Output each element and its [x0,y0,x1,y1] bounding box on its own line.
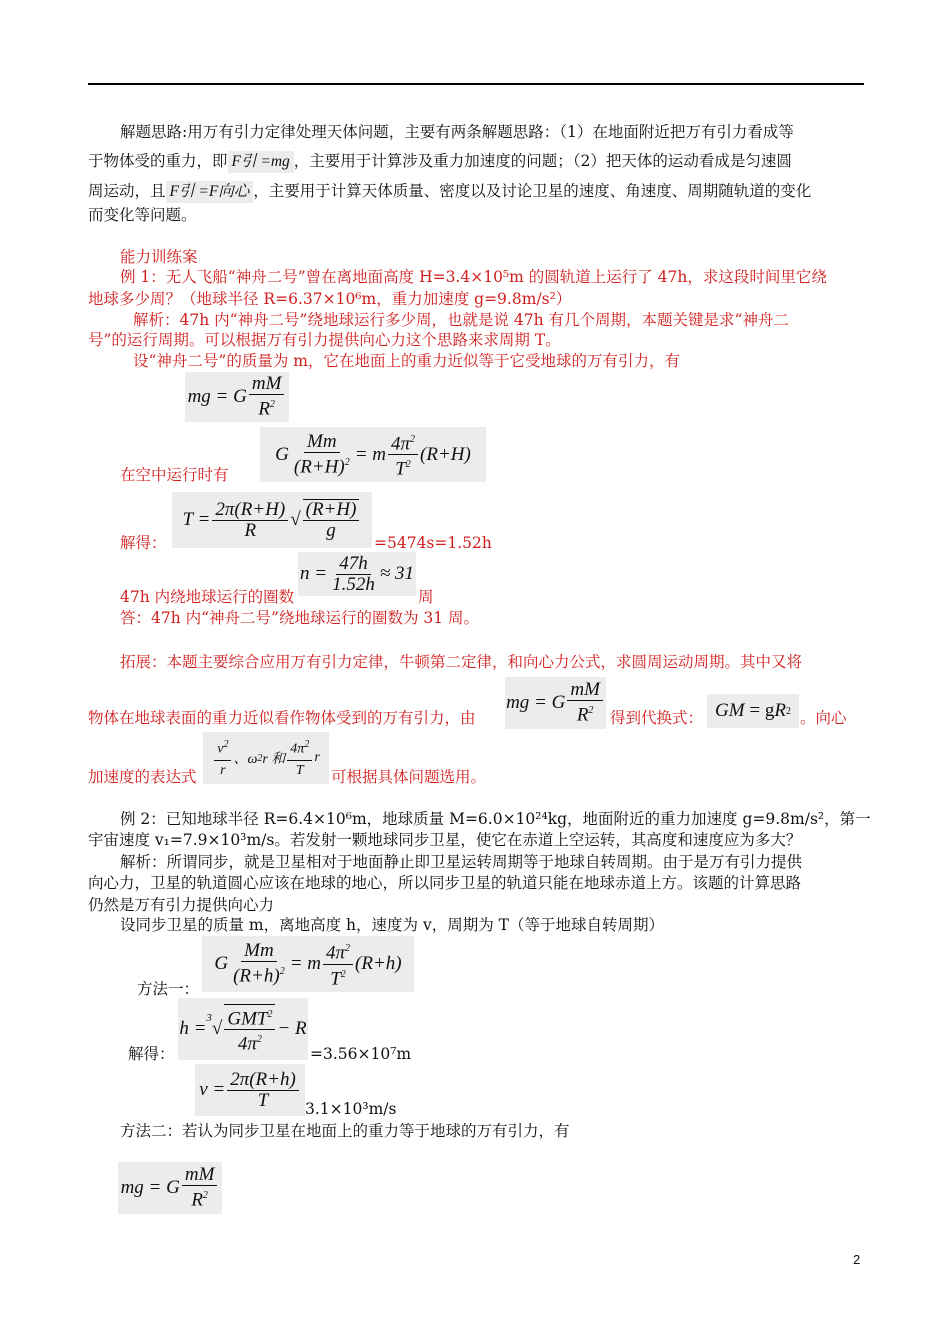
formula-velocity-v: v = $\frac{2\pi(R+h)}{T}$ [195,1064,305,1116]
ex2-analysis-line-4: 设同步卫星的质量 m，离地高度 h，速度为 v，周期为 T（等于地球自转周期） [120,916,664,934]
ex2-result-velocity: 3.1×10³m/s [305,1100,397,1118]
formula-period-t: T = $\frac{2\pi(R+H)}{R}$ √ $\frac{(R+H)}{g}$ [172,492,372,548]
ex2-method-1: 方法一： [137,980,200,998]
ex2-method-2: 方法二：若认为同步卫星在地面上的重力等于地球的万有引力，有 [120,1122,570,1140]
ex1-extension-line-3b: 可根据具体问题选用。 [331,768,487,786]
formula-centripetal-accel-options: $\frac{v^2}{r}$ 、ω 2 r 和 $\frac{4\pi^2}{T}$ r [203,732,329,784]
formula-laps-n: n = $\frac{47h}{1.52h}$ ≈ 31 [299,552,414,595]
ex1-analysis-line-2: 号”的运行周期。可以根据万有引力提供向心力这个思路来求周期 T。 [88,331,561,349]
intro-line-3a: 周运动，且 [88,182,166,200]
ex1-laps-unit: 周 [418,588,434,606]
ex1-extension-line-2a: 物体在地球表面的重力近似看作物体受到的万有引力，由 [88,709,476,727]
ex2-analysis-line-3: 仍然是万有引力提供向心力 [88,896,275,914]
ex2-result-height: =3.56×10⁷m [310,1045,412,1063]
ex2-question-line-2: 宇宙速度 v₁=7.9×10³m/s。若发射一颗地球同步卫星，使它在赤道上空运转，其高度和速度应为多大？ [88,831,802,849]
intro-line-1: 解题思路:用万有引力定律处理天体问题，主要有两条解题思路：（1）在地面附近把万有引力看成等 [120,123,794,141]
ex2-solve-label: 解得： [128,1045,175,1063]
ex1-in-space-label: 在空中运行时有 [120,466,229,484]
formula-gm-equals-gr2: GM = g R 2 [707,694,799,728]
intro-line-2 [88,150,792,173]
ex1-extension-line-2b: 得到代换式： [610,709,704,727]
formula-f-gravity-mg: F引 =mg [228,151,294,173]
ex1-extension-line-2c: 。向心 [800,709,847,727]
ex2-analysis-line-1: 解析：所谓同步，就是卫星相对于地面静止即卫星运转周期等于地球自转周期。由于是万有引力提供 [120,853,803,871]
formula-f-gravity-centripetal: F引 =F向心 [166,181,254,203]
ex1-solve-label: 解得： [120,534,167,552]
ex1-analysis-line-1: 解析：47h 内“神舟二号”绕地球运行多少周，也就是说 47h 有几个周期，本题关键是求“神舟二 [133,311,789,329]
intro-line-2a: 于物体受的重力，即 [88,152,228,170]
ex1-extension-line-1: 拓展：本题主要综合应用万有引力定律，牛顿第二定律，和向心力公式，求圆周运动周期。其中又将 [120,653,803,671]
formula-mg-equals-gmm-inline: mg = G $\frac{mM}{R^2}$ [505,677,606,729]
intro-line-3 [88,180,811,203]
ex1-result-period: =5474s=1.52h [374,534,492,552]
formula-height-h: h = 3 √ $\frac{GMT^2}{4\pi^2}$ − R [178,998,308,1060]
ex2-analysis-line-2: 向心力，卫星的轨道圆心应该在地球的地心，所以同步卫星的轨道只能在地球赤道上方。该题的计算思路 [88,874,802,892]
ex2-question-line-1: 例 2：已知地球半径 R=6.4×10⁶m，地球质量 M=6.0×10²⁴kg，地面附近的重力加速度 g=9.8m/s²，第一 [120,810,871,828]
formula-sync-force-balance: G $\frac{Mm}{(R+h)^2}$ = m $\frac{4\pi^2}{T^2}$ (R+h) [202,936,414,992]
intro-line-2b: ，主要用于计算涉及重力加速度的问题；（2）把天体的运动看成是匀速圆 [293,152,792,170]
ex1-answer: 答：47h 内“神舟二号”绕地球运行的圈数为 31 周。 [120,609,480,627]
ex1-question-line-1: 例 1：无人飞船“神舟二号”曾在离地面高度 H=3.4×10⁵m 的圆轨道上运行了 47h，求这段时间里它绕 [120,268,827,286]
ex1-extension-line-3a: 加速度的表达式 [88,768,197,786]
page-number: 2 [853,1252,861,1267]
formula-mg-equals-gmm: mg = G $\frac{mM}{R^2}$ [185,372,289,422]
ex1-laps-label: 47h 内绕地球运行的圈数 [120,588,295,606]
formula-orbit-force-balance: G $\frac{Mm}{(R+H)^2}$ = m $\frac{4\pi^2}{T^2}$ (R+H) [260,427,486,482]
header-rule [88,83,864,85]
intro-line-4: 而变化等问题。 [88,206,197,224]
intro-line-3b: ，主要用于计算天体质量、密度以及讨论卫星的速度、角速度、周期随轨道的变化 [253,182,812,200]
formula-mg-equals-gmm-method2: mg = G $\frac{mM}{R^2}$ [118,1162,222,1214]
ex1-analysis-line-3: 设“神舟二号”的质量为 m，它在地面上的重力近似等于它受地球的万有引力，有 [133,352,680,370]
ex1-question-line-2: 地球多少周？（地球半径 R=6.37×10⁶m，重力加速度 g=9.8m/s²） [88,290,572,308]
section-heading: 能力训练案 [120,248,198,266]
